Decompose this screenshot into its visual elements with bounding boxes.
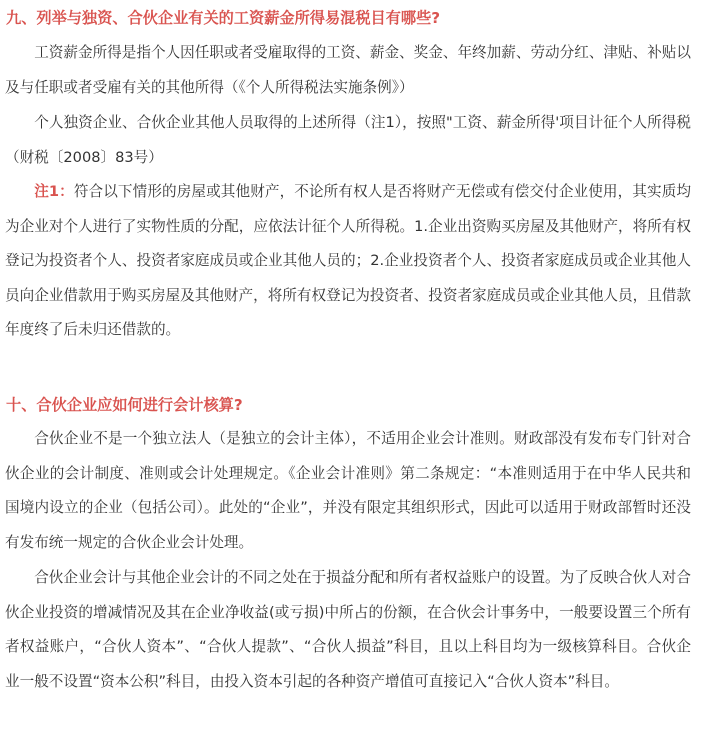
section-9-paragraph-2: 个人独资企业、合伙企业其他人员取得的上述所得（注1），按照"工资、薪金所得'项目计征个人所得税（财税〔2008〕83号） — [5, 114, 691, 166]
section-9-heading: 九、列举与独资、合伙企业有关的工资薪金所得易混税目有哪些? — [6, 9, 441, 27]
note-1-label: 注1： — [34, 183, 74, 200]
section-10-heading: 十、合伙企业应如何进行会计核算? — [6, 396, 243, 414]
section-9-paragraph-1: 工资薪金所得是指个人因任职或者受雇取得的工资、薪金、奖金、年终加薪、劳动分红、津贴、补贴以及与任职或者受雇有关的其他所得（《个人所得税法实施条例》） — [5, 44, 691, 96]
section-10-paragraph-2: 合伙企业会计与其他企业会计的不同之处在于损益分配和所有者权益账户的设置。为了反映合伙人对合伙企业投资的增减情况及其在企业净收益(或亏损)中所占的份额，在合伙会计事务中，一般要设置三个所有者权益账户，“合伙人资本”、“合伙人提款”、“合伙人损益”科目，且以上科目均为一级核算科目。合伙企业一般不设置“资本公积”科目，由投入资本引起的各种资产增值可直接记入“合伙人资本”科目。 — [5, 569, 691, 690]
section-10-paragraph-1: 合伙企业不是一个独立法人（是独立的会计主体），不适用企业会计准则。财政部没有发布专门针对合伙企业的会计制度、准则或会计处理规定。《企业会计准则》第二条规定：“本准则适用于在中华人民共和国境内设立的企业（包括公司）。此处的“企业”，并没有限定其组织形式，因此可以适用于财政部暂时还没有发布统一规定的合伙企业会计处理。 — [5, 430, 691, 551]
section-9-note-1 — [5, 175, 691, 348]
note-1-text: 符合以下情形的房屋或其他财产，不论所有权人是否将财产无偿或有偿交付企业使用，其实质均为企业对个人进行了实物性质的分配，应依法计征个人所得税。1.企业出资购买房屋及其他财产，将所有权登记为投资者个人、投资者家庭成员或企业其他人员的；2.企业投资者个人、投资者家庭成员或企业其他人员向企业借款用于购买房屋及其他财产，将所有权登记为投资者、投资者家庭成员或企业其他人员，且借款年度终了后未归还借款的。 — [5, 183, 691, 338]
